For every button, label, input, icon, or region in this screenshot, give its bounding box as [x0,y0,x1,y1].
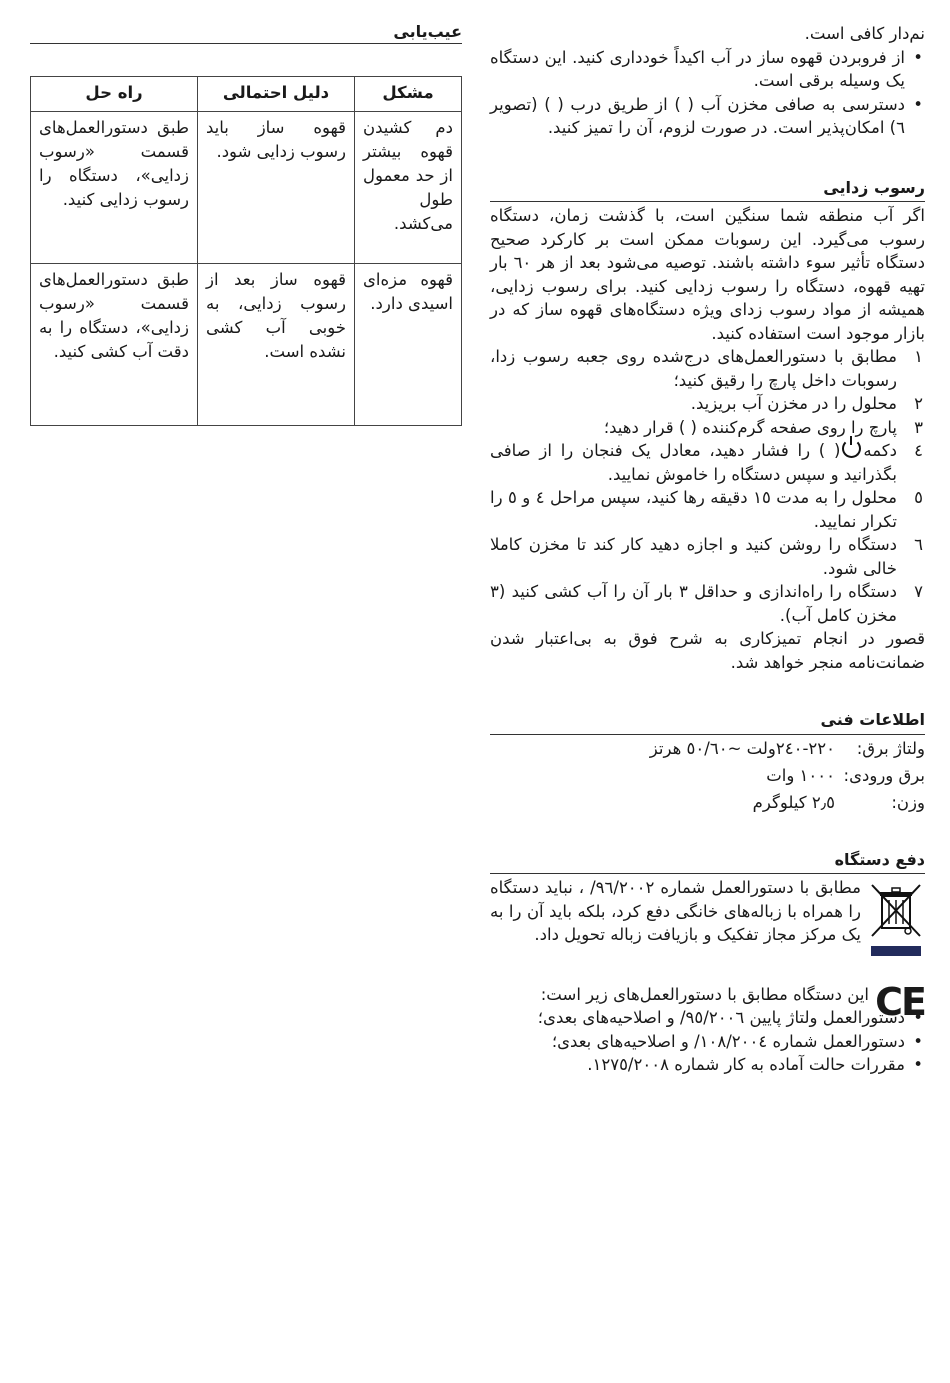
list-item [490,392,925,416]
disposal-heading-rule [490,873,925,874]
specs-table [490,737,925,818]
descaling-steps [490,345,925,627]
list-item: • از فروبردن قهوه ساز در آب اکیداً خودداری کنید. این دستگاه یک وسیله برقی است. [490,46,925,93]
troubleshooting-section [30,22,462,426]
col-header-solution: راه حل [31,77,198,112]
step-text: دستگاه را راه‌اندازی و حداقل ٣ بار آن را آب کشی کنید (٣ مخزن کامل آب). [490,582,897,625]
step-text: محلول را در مخزن آب بریزید. [690,394,897,413]
list-item: • دستورالعمل شماره ١٠٨/٢٠٠٤/ و اصلاحیه‌های بعدی؛ [490,1030,925,1054]
crossed-out-wheelie-bin-icon [867,880,925,962]
descaling-heading: رسوب زدایی [823,177,925,197]
solution-cell: طبق دستورالعمل‌های قسمت «رسوب زدایی»، دستگاه را رسوب زدایی کنید. [31,112,198,264]
right-column [490,22,925,1077]
problem-cell: قهوه مزه‌ای اسیدی دارد. [355,264,462,426]
col-header-cause: دلیل احتمالی [198,77,355,112]
list-item [490,439,925,486]
troubleshooting-heading: عیب‌یابی [393,22,462,41]
list-item: • دستورالعمل ولتاژ پایین ٩٥/٢٠٠٦/ و اصلاحیه‌های بعدی؛ [490,1006,925,1030]
spec-label: برق ورودی: [843,765,925,785]
step-number: ٣ [914,417,923,437]
list-item [490,580,925,627]
specs-heading-rule [490,734,925,735]
descaling-heading-rule [490,201,925,202]
disposal-text: مطابق با دستورالعمل شماره ٩٦/٢٠٠٢/ ، نباید دستگاه را همراه با زباله‌های خانگی دفع کرد، بلکه باید آن را به یک مرکز مجاز تفکیک و بازیافت زباله تحویل داد. [490,878,861,944]
ce-intro: این دستگاه مطابق با دستورالعمل‌های زیر است: [540,984,869,1004]
list-item: • دسترسی به صافی مخزن آب ( ) از طریق درب ( ) (تصویر ٦) امکان‌پذیر است. در صورت لزوم، آن را تمیز کنید. [490,93,925,140]
table-row [31,264,462,426]
step-text-after: ( ) را فشار دهید، معادل یک فنجان را از صافی بگذرانید و سپس دستگاه را خاموش نمایید. [490,441,897,484]
step-text-before: دکمه [863,441,897,460]
col-header-problem: مشکل [355,77,462,112]
problem-cell: دم کشیدن قهوه بیشتر از حد معمول طول می‌کشد. [355,112,462,264]
list-item: • مقررات حالت آماده به کار شماره ١٢٧٥/٢٠٠٨. [490,1053,925,1077]
cause-cell: قهوه ساز باید رسوب زدایی شود. [198,112,355,264]
step-number: ٥ [914,488,923,507]
solution-cell: طبق دستورالعمل‌های قسمت «رسوب زدایی»، دستگاه را به دقت آب کشی کنید. [31,264,198,426]
step-number: ٦ [914,535,923,554]
spec-label: ولتاژ برق: [856,738,925,758]
spec-label: وزن: [891,792,925,812]
list-item [490,416,925,440]
step-text: مطابق با دستورالعمل‌های درج‌شده روی جعبه رسوب زدا، رسوبات داخل پارچ را رقیق کنید؛ [490,347,897,390]
specs-heading: اطلاعات فنی [820,710,925,729]
troubleshooting-heading-rule [30,43,462,44]
cause-cell: قهوه ساز بعد از رسوب زدایی، به خوبی آب کشی نشده است. [198,264,355,426]
ce-directives [490,1006,925,1077]
list-item [490,345,925,392]
spec-value: ١٠٠٠ وات [766,765,835,785]
step-text: دستگاه را روشن کنید و اجازه دهید کار کند تا مخزن کاملا خالی شود. [490,535,897,578]
list-item [490,533,925,580]
descaling-warning: قصور در انجام تمیزکاری به شرح فوق به بی‌اعتبار شدن ضمانت‌نامه منجر خواهد شد. [490,629,925,672]
list-item [490,486,925,533]
table-row [490,737,925,764]
ce-mark-icon: CE [875,979,925,1024]
table-row [31,112,462,264]
cleaning-bullets [490,46,925,140]
top-fragment: نم‌دار کافی است. [804,24,925,43]
disposal-heading: دفع دستگاه [834,849,925,869]
step-number: ٤ [914,441,923,460]
ce-block [490,979,925,1077]
step-text: پارچ را روی صفحه گرم‌کننده ( ) قرار دهید؛ [603,417,897,437]
spec-value: ٢٫٥ کیلوگرم [752,792,835,812]
troubleshooting-table [30,76,462,426]
step-number: ٧ [914,582,923,601]
disposal-block [490,876,925,947]
step-text: محلول را به مدت ١٥ دقیقه رها کنید، سپس مراحل ٤ و ٥ را تکرار نمایید. [490,488,897,531]
step-number: ١ [914,347,923,366]
step-number: ٢ [914,394,923,413]
table-row [490,791,925,818]
table-row [490,764,925,791]
spec-value: ٢٢٠-٢٤٠ولت ~٥٠/٦٠ هرتز [649,738,835,758]
power-icon [842,439,861,458]
descaling-intro: اگر آب منطقه شما سنگین است، با گذشت زمان، دستگاه رسوب می‌گیرد. این رسوبات ممکن است بر کارکرد صحیح دستگاه تأثیر سوء داشته باشند. توصیه می‌شود بعد از هر ٦٠ بار تهیه قهوه، دستگاه را رسوب زدایی کنید. برای رسوب زدایی، همیشه از مواد رسوب زدای ویژه دستگاه‌های قهوه ساز که در بازار موجود است استفاده کنید. [490,206,925,343]
